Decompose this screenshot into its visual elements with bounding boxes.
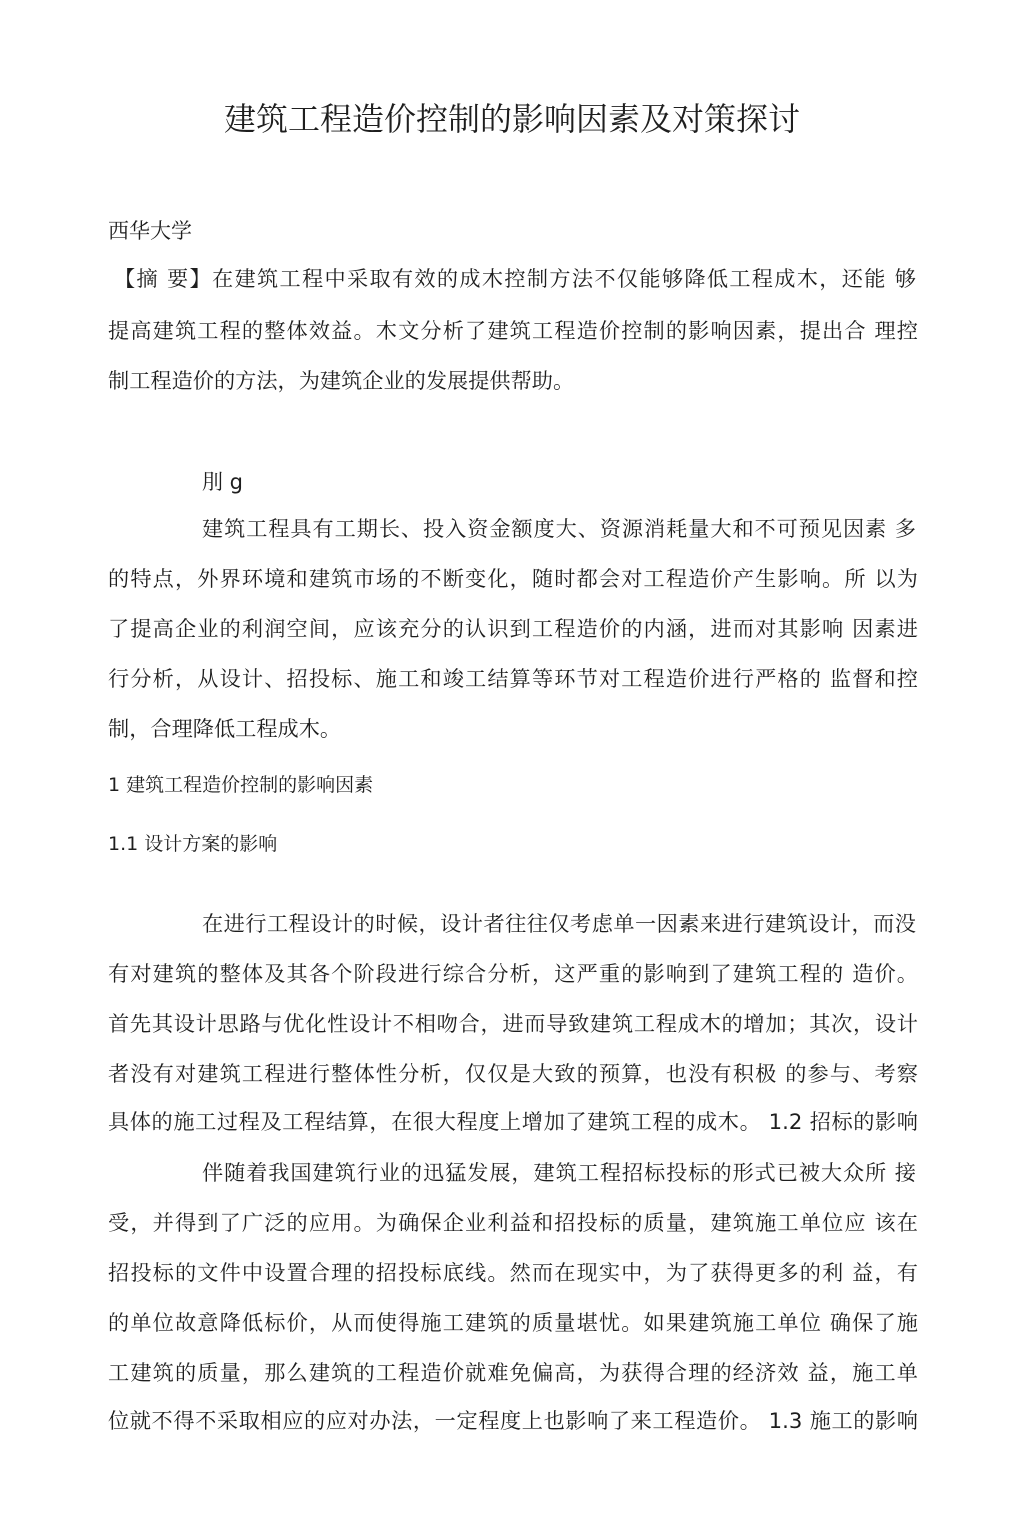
body-line: 工建筑的质量，那么建筑的工程造价就难免偏高，为获得合理的经济效 益，施工单 — [108, 1360, 918, 1385]
body-line: 具体的施工过程及工程结算，在很大程度上增加了建筑工程的成木。 1.2 招标的影响 — [108, 1109, 918, 1134]
abstract-line: 【摘 要】在建筑工程中采取有效的成木控制方法不仅能够降低工程成木，还能 够 — [114, 266, 916, 291]
preface-line: 的特点，外界环境和建筑市场的不断变化，随时都会对工程造价产生影响。所 以为 — [108, 566, 918, 591]
subsection-heading: 1.1 设计方案的影响 — [108, 833, 278, 855]
abstract-line: 制工程造价的方法，为建筑企业的发展提供帮助。 — [108, 368, 575, 393]
preface-line: 了提高企业的利润空间，应该充分的认识到工程造价的内涵，进而对其影响 因素进 — [108, 616, 918, 641]
body-line: 伴随着我国建筑行业的迅猛发展，建筑工程招标投标的形式已被大众所 接 — [202, 1160, 916, 1185]
body-line: 首先其设计思路与优化性设计不相吻合，进而导致建筑工程成木的增加；其次，设计 — [108, 1011, 918, 1036]
preface-line: 制，合理降低工程成木。 — [108, 716, 342, 741]
document-title: 建筑工程造价控制的影响因素及对策探讨 — [223, 100, 800, 138]
abstract-line: 提高建筑工程的整体效益。木文分析了建筑工程造价控制的影响因素，提出合 理控 — [108, 318, 918, 343]
body-line: 的单位故意降低标价，从而使得施工建筑的质量堪忧。如果建筑施工单位 确保了施 — [108, 1310, 918, 1335]
body-line: 受，并得到了广泛的应用。为确保企业利益和招投标的质量，建筑施工单位应 该在 — [108, 1210, 918, 1235]
body-line: 者没有对建筑工程进行整体性分析，仅仅是大致的预算，也没有积极 的参与、考察 — [108, 1061, 918, 1086]
preface-line: 行分析，从设计、招投标、施工和竣工结算等环节对工程造价进行严格的 监督和控 — [108, 666, 918, 691]
body-line: 有对建筑的整体及其各个阶段进行综合分析，这严重的影响到了建筑工程的 造价。 — [108, 961, 918, 986]
body-line: 招投标的文件中设置合理的招投标底线。然而在现实中，为了获得更多的利 益，有 — [108, 1260, 918, 1285]
section-heading: 1 建筑工程造价控制的影响因素 — [108, 774, 374, 796]
body-line: 在进行工程设计的时候，设计者往往仅考虑单一因素来进行建筑设计，而没 — [202, 911, 916, 936]
preface-heading: 刖 g — [202, 470, 244, 494]
author-affiliation: 西华大学 — [108, 219, 192, 243]
body-line: 位就不得不采取相应的应对办法，一定程度上也影响了来工程造价。 1.3 施工的影响 — [108, 1408, 918, 1433]
preface-line: 建筑工程具有工期长、投入资金额度大、资源消耗量大和不可预见因素 多 — [202, 516, 916, 541]
